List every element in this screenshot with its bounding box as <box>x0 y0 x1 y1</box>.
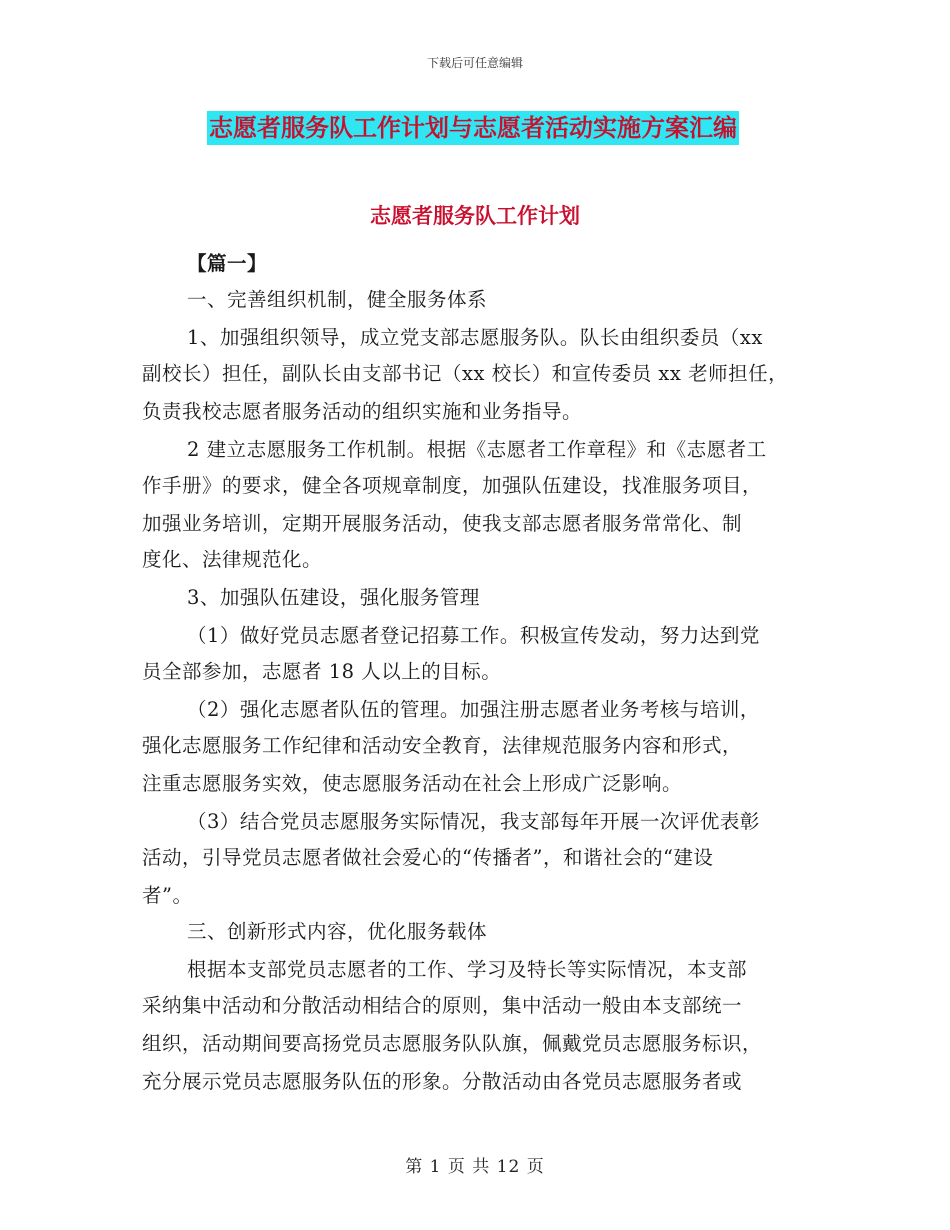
body-line: 员全部参加，志愿者 18 人以上的目标。 <box>142 660 502 683</box>
body-line: （3）结合党员志愿服务实际情况，我支部每年开展一次评优表彰 <box>187 810 760 833</box>
body-line: 充分展示党员志愿服务队伍的形象。分散活动由各党员志愿服务者或 <box>142 1070 743 1093</box>
body-line: 采纳集中活动和分散活动相结合的原则，集中活动一般由本支部统一 <box>142 994 743 1017</box>
body-line: 3、加强队伍建设，强化服务管理 <box>187 586 480 609</box>
body-line: （2）强化志愿者队伍的管理。加强注册志愿者业务考核与培训， <box>187 698 760 721</box>
body-line: 组织，活动期间要高扬党员志愿服务队队旗，佩戴党员志愿服务标识， <box>142 1032 763 1055</box>
body-line: 【篇一】 <box>187 252 268 275</box>
document-title: 志愿者服务队工作计划与志愿者活动实施方案汇编 <box>207 111 739 145</box>
body-line: 一、完善组织机制，健全服务体系 <box>187 288 488 311</box>
body-line: 负责我校志愿者服务活动的组织实施和业务指导。 <box>142 400 583 423</box>
body-line: 度化、法律规范化。 <box>142 548 323 571</box>
page-number-footer: 第 1 页 共 12 页 <box>405 1157 545 1177</box>
body-line: 三、创新形式内容，优化服务载体 <box>187 920 488 943</box>
body-line: 注重志愿服务实效，使志愿服务活动在社会上形成广泛影响。 <box>142 772 683 795</box>
body-line: 副校长）担任，副队长由支部书记（xx 校长）和宣传委员 xx 老师担任， <box>142 362 789 385</box>
section-title: 志愿者服务队工作计划 <box>370 204 580 228</box>
body-line: 活动，引导党员志愿者做社会爱心的“传播者”，和谐社会的“建设 <box>142 846 714 869</box>
body-line: 1、加强组织领导，成立党支部志愿服务队。队长由组织委员（xx <box>187 326 763 349</box>
body-line: 作手册》的要求，健全各项规章制度，加强队伍建设，找准服务项目， <box>142 474 763 497</box>
body-line: 者”。 <box>142 884 193 907</box>
page-header-note: 下载后可任意编辑 <box>426 56 523 70</box>
body-line: 2 建立志愿服务工作机制。根据《志愿者工作章程》和《志愿者工 <box>187 438 767 461</box>
body-line: 根据本支部党员志愿者的工作、学习及特长等实际情况，本支部 <box>187 958 748 981</box>
body-line: 加强业务培训，定期开展服务活动，使我支部志愿者服务常常化、制 <box>142 512 743 535</box>
body-line: （1）做好党员志愿者登记招募工作。积极宣传发动，努力达到党 <box>187 624 760 647</box>
body-line: 强化志愿服务工作纪律和活动安全教育，法律规范服务内容和形式， <box>142 734 743 757</box>
